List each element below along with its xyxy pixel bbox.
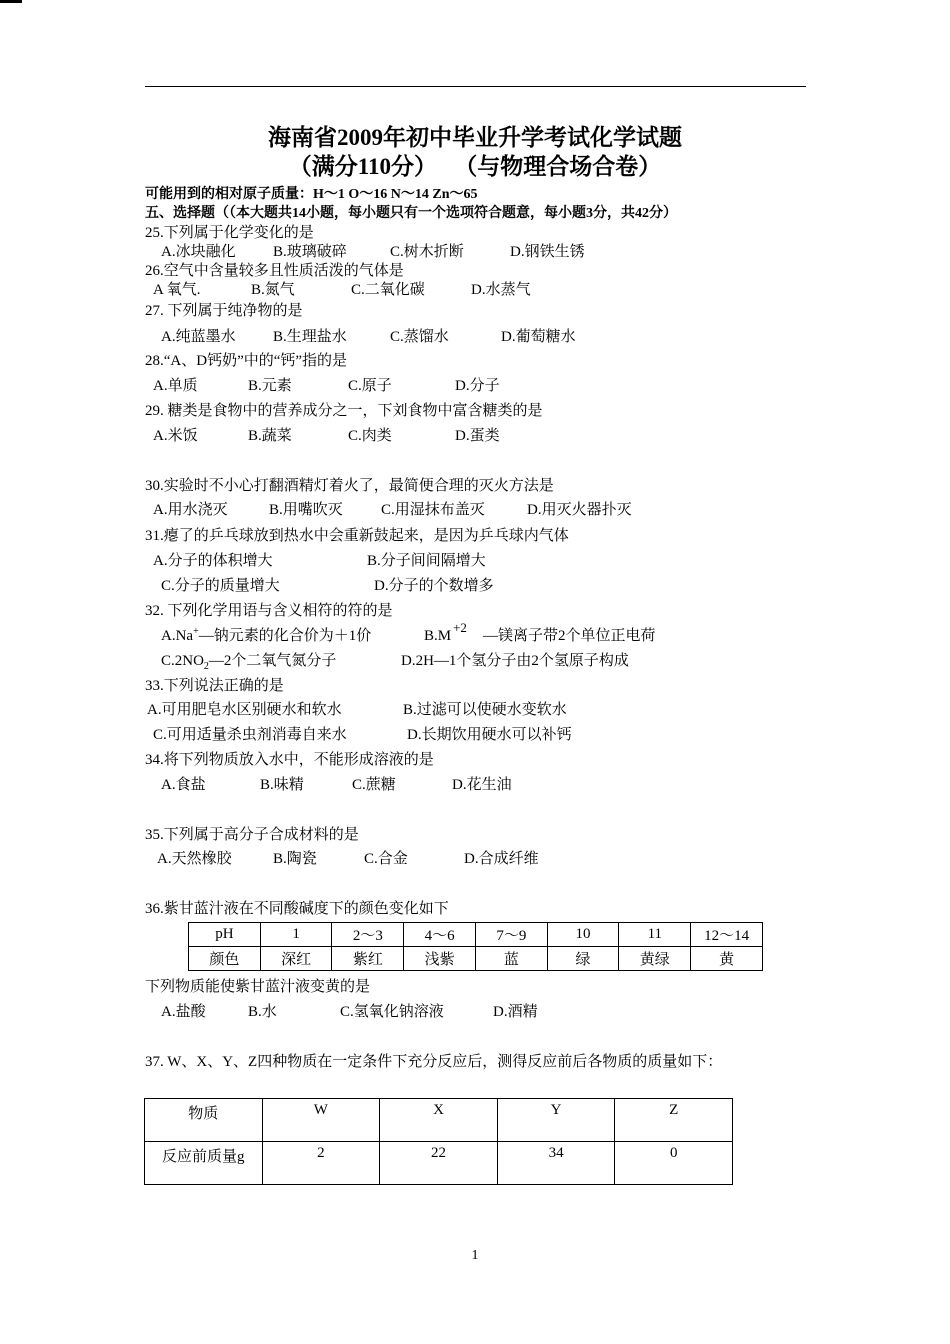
table-cell: 物质 xyxy=(145,1099,263,1142)
question-36: 36.紫甘蓝汁液在不同酸碱度下的颜色变化如下 xyxy=(145,901,449,917)
table-cell: Z xyxy=(615,1099,733,1142)
q29-option-a: A.米饭 xyxy=(153,428,198,444)
q27-option-a: A.纯蓝墨水 xyxy=(161,329,236,345)
q26-option-c: C.二氧化碳 xyxy=(351,282,425,298)
table-cell: 浅紫 xyxy=(404,947,476,971)
q25-option-b: B.玻璃破碎 xyxy=(273,244,347,260)
q32-option-b xyxy=(424,620,656,645)
table-cell: 反应前质量g xyxy=(145,1142,263,1185)
q33-option-a: A.可用肥皂水区别硬水和软水 xyxy=(147,702,342,718)
table-cell: 深红 xyxy=(260,947,332,971)
table-cell: 11 xyxy=(619,923,691,947)
q32-option-d: D.2H—1个氢分子由2个氢原子构成 xyxy=(401,653,629,669)
question-33: 33.下列说法正确的是 xyxy=(145,678,284,694)
table-cell: 蓝 xyxy=(475,947,547,971)
question-25: 25.下列属于化学变化的是 xyxy=(145,225,314,241)
q25-option-a: A.冰块融化 xyxy=(161,244,236,260)
q32-option-a xyxy=(161,627,371,645)
page-subtitle xyxy=(0,153,950,181)
table-cell: 黄绿 xyxy=(619,947,691,971)
table-cell: 10 xyxy=(547,923,619,947)
q29-option-c: C.肉类 xyxy=(348,428,392,444)
question-35: 35.下列属于高分子合成材料的是 xyxy=(145,827,359,843)
table-cell: X xyxy=(380,1099,498,1142)
table-cell: 2 xyxy=(262,1142,380,1185)
q27-option-d: D.葡萄糖水 xyxy=(501,329,576,345)
table-cell: 12～14 xyxy=(691,923,763,947)
q32-b-symbol: B.M xyxy=(424,628,452,644)
q31-option-a: A.分子的体积增大 xyxy=(153,553,273,569)
q36-option-b: B.水 xyxy=(248,1004,277,1020)
table-row xyxy=(145,1099,733,1142)
q26-option-a: A 氧气. xyxy=(153,282,201,298)
q36-option-a: A.盐酸 xyxy=(161,1004,206,1020)
header-rule xyxy=(145,86,806,87)
page-number: 1 xyxy=(471,1248,479,1263)
q26-option-d: D.水蒸气 xyxy=(471,282,531,298)
table-cell: 34 xyxy=(497,1142,615,1185)
q27-option-c: C.蒸馏水 xyxy=(390,329,449,345)
q36-option-c: C.氢氧化钠溶液 xyxy=(340,1004,444,1020)
q33-option-d: D.长期饮用硬水可以补钙 xyxy=(407,727,572,743)
ph-color-table xyxy=(188,922,763,971)
table-cell: 7～9 xyxy=(475,923,547,947)
table-cell: 绿 xyxy=(547,947,619,971)
q34-option-d: D.花生油 xyxy=(452,777,512,793)
page-title: 海南省2009年初中毕业升学考试化学试题 xyxy=(268,125,682,150)
q34-option-b: B.味精 xyxy=(260,777,304,793)
q33-option-b: B.过滤可以使硬水变软水 xyxy=(403,702,567,718)
question-36-follow: 下列物质能使紫甘蓝汁液变黄的是 xyxy=(145,979,371,995)
table-cell: 2～3 xyxy=(332,923,404,947)
question-32: 32. 下列化学用语与含义相符的符的是 xyxy=(145,603,393,619)
question-28: 28.“A、D钙奶”中的“钙”指的是 xyxy=(145,353,348,369)
question-30: 30.实验时不小心打翻酒精灯着火了，最简便合理的灭火方法是 xyxy=(145,478,554,494)
full-score: （满分110分） xyxy=(288,154,437,179)
table-row xyxy=(189,947,763,971)
corner-mark xyxy=(0,0,22,3)
q27-option-b: B.生理盐水 xyxy=(273,329,347,345)
q28-option-d: D.分子 xyxy=(455,378,500,394)
question-29: 29. 糖类是食物中的营养成分之一，下刘食物中富含糖类的是 xyxy=(145,403,543,419)
q34-option-a: A.食盐 xyxy=(161,777,206,793)
q32-c-formula: C.2NO xyxy=(161,653,204,669)
q34-option-c: C.蔗糖 xyxy=(352,777,396,793)
q28-option-a: A.单质 xyxy=(153,378,198,394)
q28-option-b: B.元素 xyxy=(248,378,292,394)
table-cell: 22 xyxy=(380,1142,498,1185)
table-cell: pH xyxy=(189,923,261,947)
q25-option-d: D.钢铁生锈 xyxy=(510,244,585,260)
section-heading: 五、选择题（（本大题共14小题，每小题只有一个选项符合题意，每小题3分，共42分） xyxy=(145,206,677,221)
q35-option-c: C.合金 xyxy=(364,851,408,867)
table-cell: 1 xyxy=(260,923,332,947)
mass-table xyxy=(144,1098,733,1185)
q32-a-symbol: A.Na xyxy=(161,628,194,644)
question-31: 31.瘪了的乒乓球放到热水中会重新鼓起来，是因为乒乓球内气体 xyxy=(145,528,569,544)
question-34: 34.将下列物质放入水中，不能形成溶液的是 xyxy=(145,752,434,768)
table-cell: 0 xyxy=(615,1142,733,1185)
table-cell: 紫红 xyxy=(332,947,404,971)
q35-option-d: D.合成纤维 xyxy=(464,851,539,867)
question-27: 27. 下列属于纯净物的是 xyxy=(145,303,303,319)
table-cell: 4～6 xyxy=(404,923,476,947)
q33-option-c: C.可用适量杀虫剂消毒自来水 xyxy=(153,727,347,743)
q30-option-a: A.用水浇灭 xyxy=(153,502,228,518)
q30-option-b: B.用嘴吹灭 xyxy=(269,502,343,518)
q30-option-c: C.用湿抹布盖灭 xyxy=(381,502,485,518)
question-26: 26.空气中含量较多且性质活泼的气体是 xyxy=(145,263,404,279)
q35-option-b: B.陶瓷 xyxy=(273,851,317,867)
atomic-masses: 可能用到的相对原子质量：H～1 O～16 N～14 Zn～65 xyxy=(145,187,478,202)
q32-option-c xyxy=(161,652,336,670)
combined-note: （与物理合场合卷） xyxy=(454,154,662,179)
q32-b-meaning: —镁离子带2个单位正电荷 xyxy=(482,628,656,644)
q35-option-a: A.天然橡胶 xyxy=(157,851,232,867)
q31-option-c: C.分子的质量增大 xyxy=(161,578,280,594)
table-row xyxy=(189,923,763,947)
q36-option-d: D.酒精 xyxy=(493,1004,538,1020)
q32-a-meaning: —钠元素的化合价为＋1价 xyxy=(198,628,372,644)
table-cell: 黄 xyxy=(691,947,763,971)
question-37: 37. W、X、Y、Z四种物质在一定条件下充分反应后，测得反应前后各物质的质量如下： xyxy=(145,1054,723,1070)
q32-a-superscript: + xyxy=(193,626,199,637)
q29-option-b: B.蔬菜 xyxy=(248,428,292,444)
q31-option-d: D.分子的个数增多 xyxy=(374,578,494,594)
table-cell: Y xyxy=(497,1099,615,1142)
q25-option-c: C.树木折断 xyxy=(390,244,464,260)
table-cell: 颜色 xyxy=(189,947,261,971)
q28-option-c: C.原子 xyxy=(348,378,392,394)
q29-option-d: D.蛋类 xyxy=(455,428,500,444)
q31-option-b: B.分子间间隔增大 xyxy=(367,553,486,569)
table-cell: W xyxy=(262,1099,380,1142)
q32-c-subscript: 2 xyxy=(203,661,209,672)
q32-b-charge: +2 xyxy=(453,620,467,635)
table-row xyxy=(145,1142,733,1185)
q26-option-b: B.氮气 xyxy=(251,282,295,298)
q30-option-d: D.用灭火器扑灭 xyxy=(527,502,632,518)
q32-c-meaning: —2个二氧气氮分子 xyxy=(208,653,337,669)
